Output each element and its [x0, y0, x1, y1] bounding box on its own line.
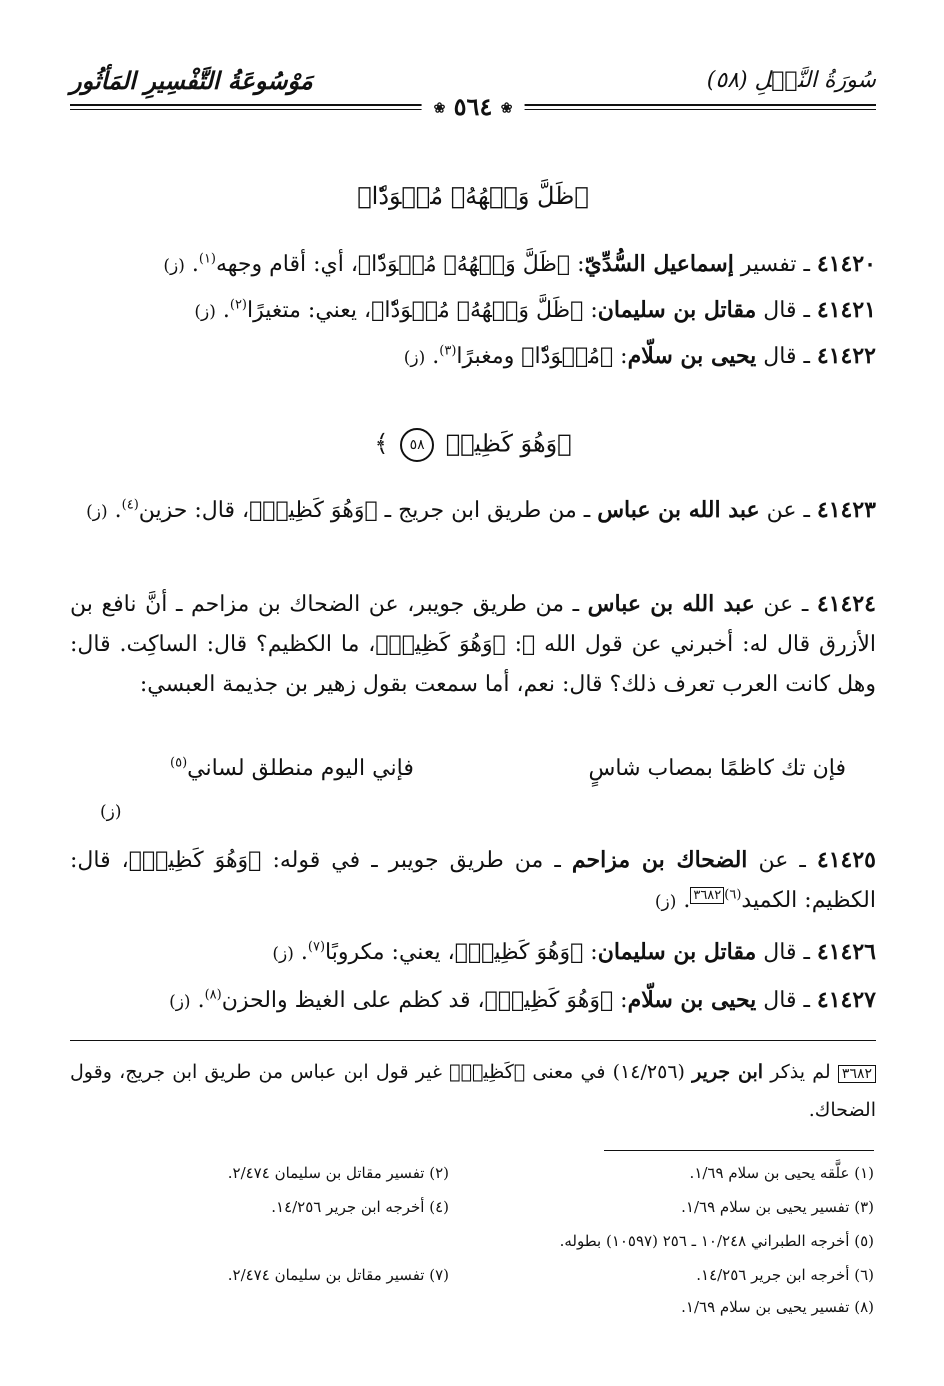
entry-text: ـ تفسير — [733, 252, 810, 277]
entry-text: : ﴿مُسۡوَدّٗا﴾ ومغبرًا — [456, 344, 628, 369]
reference-box: ٣٦٨٢ — [690, 887, 724, 904]
narrator-name: عبد الله بن عباس — [597, 497, 760, 523]
entry-text: . — [114, 498, 122, 523]
entry-text: : ﴿ظَلَّ وَجۡهُهُۥ مُسۡوَدّٗا﴾، أي: أقام وجهه — [216, 252, 585, 277]
entry-number: ٤١٤٢٠ — [816, 251, 876, 277]
poem-hemistich-2 — [170, 756, 414, 781]
footnote-8: (٨) تفسير يحيى بن سلام ١/٦٩. — [681, 1298, 874, 1316]
poem-hemistich-1: فإن تك كاظمًا بمصاب شاسٍ — [588, 756, 846, 781]
entry-text: ـ عن — [747, 848, 806, 873]
entry-number: ٤١٤٢١ — [816, 297, 876, 323]
commentary-divider — [70, 1040, 876, 1041]
entry-text: ـ قال — [756, 940, 810, 965]
poem-verse — [70, 756, 876, 796]
ornament-icon: ❀ — [433, 100, 446, 117]
footnote-marker: (٣) — [439, 343, 457, 359]
footnote-6: (٦) أخرجه ابن جرير ١٤/٢٥٦. — [696, 1266, 874, 1284]
page-number: ٥٦٤ — [453, 92, 493, 121]
narrator-name: يحيى بن سلّام — [627, 987, 757, 1013]
footnote-3: (٣) تفسير يحيى بن سلام ١/٦٩. — [681, 1198, 874, 1216]
entry-text: . — [222, 298, 230, 323]
entry-41421 — [70, 290, 876, 332]
footnote-marker: (١) — [198, 251, 216, 267]
footnote-2: (٢) تفسير مقاتل بن سليمان ٢/٤٧٤. — [227, 1164, 449, 1182]
narrator-name: عبد الله بن عباس — [587, 591, 755, 617]
entry-text: ـ من طريق جويبر، عن الضحاك بن مزاحم ـ أنَّ نافع بن الأزرق قال له: أخبرني عن قول الله ﷻ: ﴿وَهُوَ كَظِيمٞ﴾، ما الكظيم؟ قال: الساكِت. قال: وهل كانت العرب تعرف ذلك؟ قال: نعم، أما سمعت بقول زهير بن جذيمة العبسي: — [70, 592, 876, 697]
page-number-block — [422, 92, 525, 121]
entry-41426 — [70, 932, 876, 974]
note-text: (١٤/٢٥٦) في معنى ﴿كَظِيمٞ﴾ غير قول ابن عباس من طريق ابن جريج، وقول الضحاك. — [70, 1061, 876, 1121]
entry-41427 — [70, 980, 876, 1022]
entry-41420 — [70, 244, 876, 286]
verse-text: ﴿وَهُوَ كَظِيمٞ — [445, 429, 572, 458]
reference-box: ٣٦٨٢ — [838, 1065, 876, 1083]
verse-heading-1: ﴿ظَلَّ وَجۡهُهُۥ مُسۡوَدّٗا﴾ — [357, 182, 589, 210]
footnote-marker: (٥) — [170, 755, 188, 771]
entry-number: ٤١٤٢٣ — [816, 497, 876, 523]
entry-number: ٤١٤٢٢ — [816, 343, 876, 369]
entry-text: ـ قال — [756, 988, 810, 1013]
entry-text: . — [191, 252, 199, 277]
source-code: (ز) — [100, 802, 122, 822]
source-code: (ز) — [272, 944, 294, 964]
entry-text: . — [683, 888, 691, 913]
note-text: لم يذكر — [763, 1061, 838, 1083]
entry-41424 — [70, 584, 876, 705]
narrator-name: يحيى بن سلّام — [627, 343, 757, 369]
entry-text: . — [197, 988, 205, 1013]
narrator-name: إسماعيل السُّدِّيّ — [584, 251, 734, 277]
footnote-4: (٤) أخرجه ابن جرير ١٤/٢٥٦. — [271, 1198, 449, 1216]
footnote-7: (٧) تفسير مقاتل بن سليمان ٢/٤٧٤. — [227, 1266, 449, 1284]
entry-text: ـ من طريق جويبر ـ في قوله: ﴿وَهُوَ كَظِيمٞ﴾، قال: الكظيم: الكميد — [70, 848, 876, 913]
footnote-marker: (٧) — [307, 939, 326, 955]
entry-text: : ﴿ظَلَّ وَجۡهُهُۥ مُسۡوَدّٗا﴾، يعني: متغيرًا — [247, 298, 598, 323]
commentary-note — [70, 1054, 876, 1128]
verse-bracket: ﴾ — [374, 429, 389, 458]
entry-text: : ﴿وَهُوَ كَظِيمٞ﴾، يعني: مكروبًا — [325, 940, 598, 965]
entry-text: ـ قال — [756, 298, 810, 323]
footnote-marker: (٤) — [121, 497, 139, 513]
source-code: (ز) — [403, 348, 426, 368]
entry-41422 — [70, 336, 876, 378]
entry-text: ـ من طريق ابن جريج ـ ﴿وَهُوَ كَظِيمٞ﴾، قال: حزين — [138, 498, 598, 523]
verse-heading-2 — [70, 428, 876, 462]
narrator-name: مقاتل بن سليمان — [597, 939, 757, 965]
entry-number: ٤١٤٢٤ — [816, 591, 876, 617]
footnote-1: (١) علَّقه يحيى بن سلام ١/٦٩. — [689, 1164, 874, 1182]
source-code: (ز) — [169, 992, 191, 1012]
footnote-marker: (٢) — [229, 297, 247, 313]
footnote-marker: (٦) — [724, 887, 742, 903]
entry-41423 — [70, 490, 876, 532]
entry-text: : ﴿وَهُوَ كَظِيمٞ﴾، قد كظم على الغيظ والحزن — [221, 988, 628, 1013]
source-code: (ز) — [654, 892, 677, 912]
surah-title: سُورَةُ النَّحۡلِ (٥٨) — [706, 68, 876, 93]
book-title: مَوْسُوعَةُ التَّفْسِيرِ المَأثُور — [70, 66, 313, 95]
author-name: ابن جرير — [692, 1061, 764, 1083]
entry-41425 — [70, 840, 876, 922]
entry-text: ـ قال — [756, 344, 810, 369]
footnote-5: (٥) أخرجه الطبراني ١٠/٢٤٨ ـ ٢٥٦ (١٠٥٩٧) بطوله. — [559, 1232, 874, 1250]
entry-number: ٤١٤٢٧ — [816, 987, 876, 1013]
entry-text: . — [432, 344, 440, 369]
source-code: (ز) — [163, 256, 185, 276]
entry-number: ٤١٤٢٦ — [816, 939, 876, 965]
footnote-divider — [604, 1150, 874, 1151]
ornament-icon: ❀ — [500, 100, 513, 117]
ayah-number-icon: ٥٨ — [400, 428, 434, 462]
source-code: (ز) — [86, 502, 108, 522]
entry-text: ـ عن — [754, 592, 809, 617]
footnote-marker: (٨) — [204, 987, 222, 1003]
entry-text: . — [300, 940, 308, 965]
entry-text: ـ عن — [759, 498, 810, 523]
source-code: (ز) — [194, 302, 216, 322]
poem-text: فإني اليوم منطلق لساني — [187, 756, 414, 781]
entry-number: ٤١٤٢٥ — [816, 847, 876, 873]
narrator-name: مقاتل بن سليمان — [597, 297, 757, 323]
narrator-name: الضحاك بن مزاحم — [571, 847, 748, 873]
page-header — [70, 62, 876, 122]
